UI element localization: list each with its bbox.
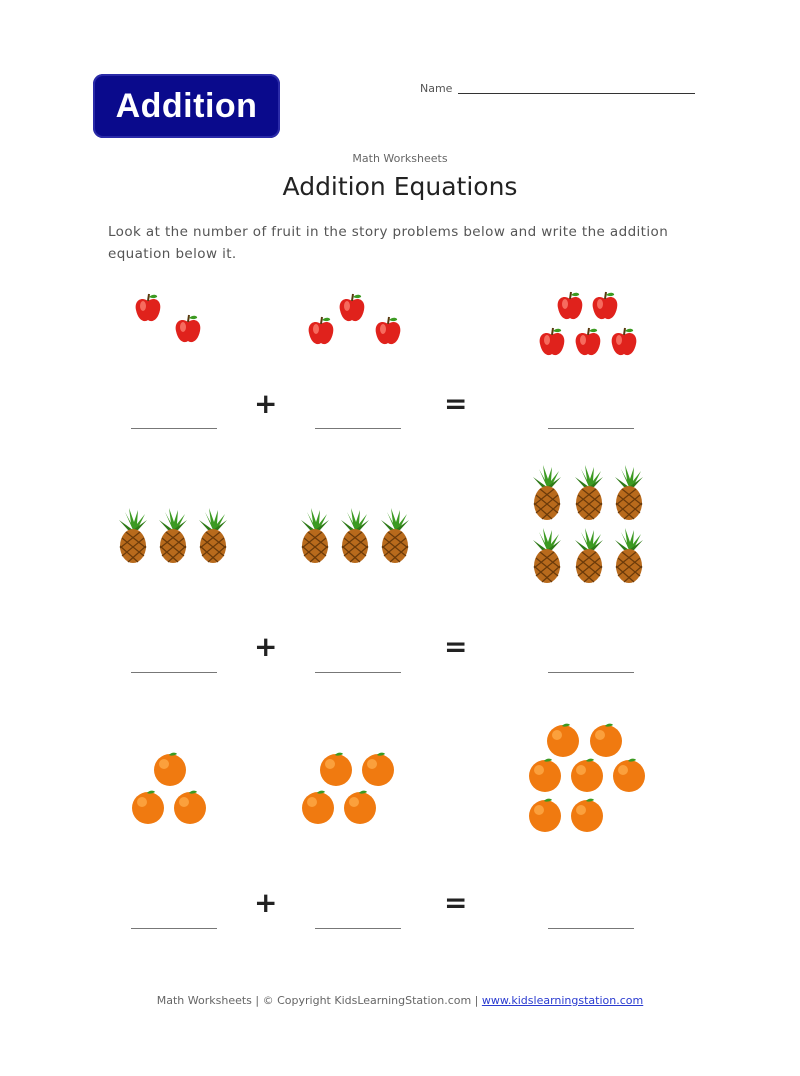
orange-icon — [130, 789, 166, 829]
addition-badge — [93, 74, 280, 138]
apple-icon — [537, 326, 567, 362]
pineapple-icon — [612, 528, 646, 588]
apple-icon — [373, 315, 403, 351]
pineapple-icon — [196, 508, 230, 568]
problem-1-equals-sign: = — [444, 387, 468, 420]
orange-icon — [527, 797, 563, 837]
orange-icon — [545, 722, 581, 762]
orange-icon — [527, 757, 563, 797]
orange-icon — [152, 751, 188, 791]
pineapple-icon — [530, 528, 564, 588]
apple-icon — [133, 292, 163, 328]
problem-3-first-answer-line[interactable] — [131, 928, 217, 929]
problem-2-second-answer-line[interactable] — [315, 672, 401, 673]
orange-icon — [611, 757, 647, 797]
apple-icon — [573, 326, 603, 362]
worksheet-subtitle: Math Worksheets — [352, 152, 448, 165]
apple-icon — [555, 290, 585, 326]
apple-icon — [173, 313, 203, 349]
problem-1-first-answer-line[interactable] — [131, 428, 217, 429]
pineapple-icon — [116, 508, 150, 568]
pineapple-icon — [572, 528, 606, 588]
orange-icon — [172, 789, 208, 829]
problem-1-total-answer-line[interactable] — [548, 428, 634, 429]
orange-icon — [300, 789, 336, 829]
problem-1-plus-sign: + — [254, 387, 278, 420]
orange-icon — [360, 751, 396, 791]
name-label: Name — [420, 82, 453, 95]
apple-icon — [609, 326, 639, 362]
apple-icon — [306, 315, 336, 351]
pineapple-icon — [378, 508, 412, 568]
apple-icon — [337, 292, 367, 328]
pineapple-icon — [338, 508, 372, 568]
orange-icon — [588, 722, 624, 762]
footer — [0, 994, 800, 1007]
problem-1-second-answer-line[interactable] — [315, 428, 401, 429]
orange-icon — [342, 789, 378, 829]
badge-label: Addition — [115, 86, 258, 125]
pineapple-icon — [572, 465, 606, 525]
problem-2-first-answer-line[interactable] — [131, 672, 217, 673]
name-field-line[interactable] — [458, 93, 695, 94]
problem-3-plus-sign: + — [254, 886, 278, 919]
problem-3-second-answer-line[interactable] — [315, 928, 401, 929]
orange-icon — [569, 757, 605, 797]
pineapple-icon — [156, 508, 190, 568]
orange-icon — [569, 797, 605, 837]
apple-icon — [590, 290, 620, 326]
footer-link[interactable]: www.kidslearningstation.com — [481, 994, 644, 1007]
worksheet-title: Addition Equations — [282, 172, 518, 201]
problem-3-equals-sign: = — [444, 886, 468, 919]
pineapple-icon — [298, 508, 332, 568]
pineapple-icon — [612, 465, 646, 525]
problem-2-total-answer-line[interactable] — [548, 672, 634, 673]
instructions-text: Look at the number of fruit in the story problems below and write the addition equation below it. — [108, 224, 669, 262]
problem-3-total-answer-line[interactable] — [548, 928, 634, 929]
problem-2-plus-sign: + — [254, 630, 278, 663]
footer-text: Math Worksheets | © Copyright KidsLearningStation.com | — [156, 994, 482, 1007]
pineapple-icon — [530, 465, 564, 525]
orange-icon — [318, 751, 354, 791]
problem-2-equals-sign: = — [444, 630, 468, 663]
